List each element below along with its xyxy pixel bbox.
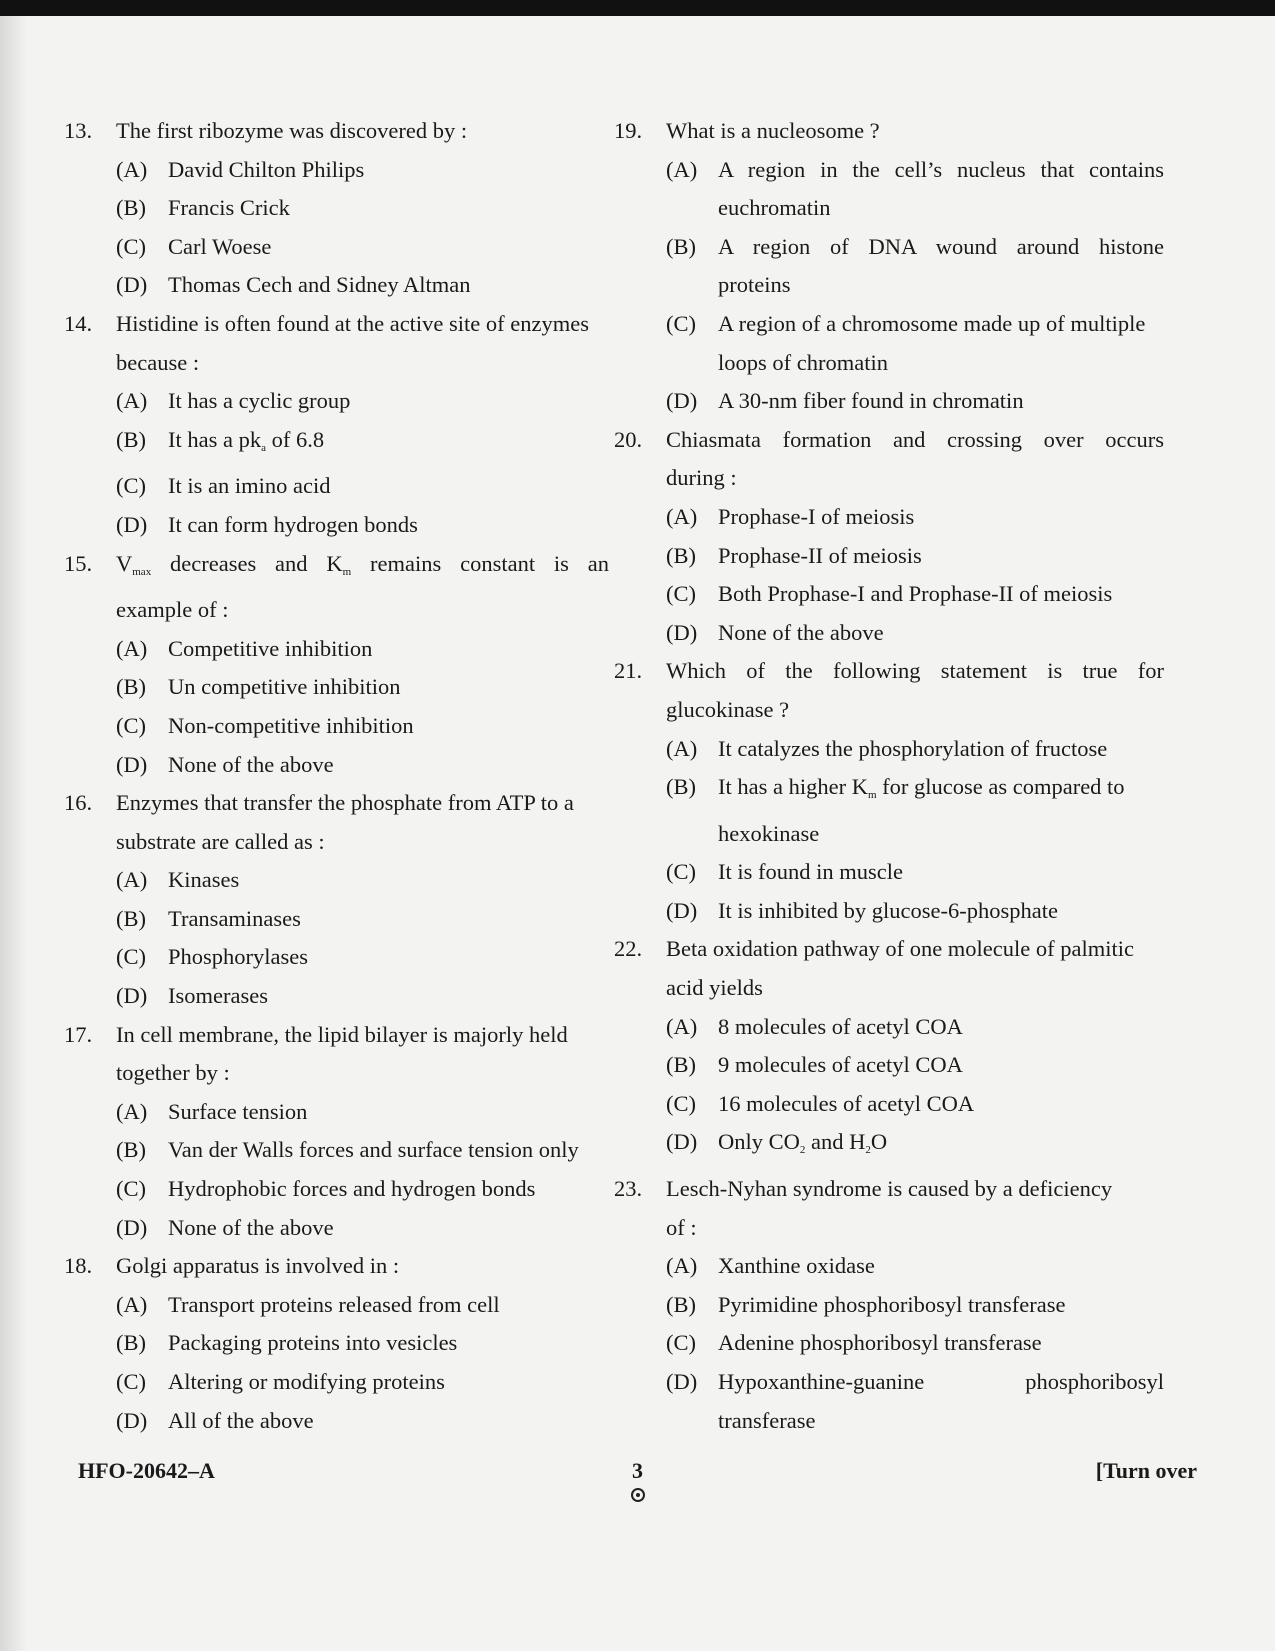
option-label: (D): [116, 511, 148, 537]
option-label: (A): [116, 388, 148, 414]
question-14: [64, 305, 609, 545]
option-text: Prophase-I of meiosis: [718, 503, 915, 529]
option-text: Surface tension: [168, 1098, 308, 1124]
option-label: (A): [116, 867, 148, 893]
option-label: (D): [666, 897, 698, 923]
option-text: [718, 151, 1164, 228]
option-b: [614, 768, 1164, 853]
question-text: [116, 545, 609, 630]
option-c: [64, 1363, 609, 1402]
option-a: [64, 1093, 609, 1132]
question-text: [666, 421, 1164, 498]
text-part: remains constant is an: [351, 550, 609, 576]
option-text: It is an imino acid: [168, 473, 331, 499]
option-label: (B): [666, 1291, 696, 1317]
question-line: glucokinase ?: [666, 696, 790, 722]
option-a: [614, 1008, 1164, 1047]
option-text: Un competitive inhibition: [168, 674, 401, 700]
option-label: (B): [116, 1330, 146, 1356]
option-text: [718, 768, 1164, 853]
option-text: 16 molecules of acetyl COA: [718, 1090, 975, 1116]
option-a: [614, 498, 1164, 537]
option-label: (C): [116, 944, 146, 970]
question-line: Lesch-Nyhan syndrome is caused by a deficiency: [666, 1176, 1113, 1202]
subscript: a: [261, 441, 266, 454]
question-17: [64, 1016, 609, 1248]
question-number: 13.: [64, 118, 93, 143]
option-c: [614, 853, 1164, 892]
option-label: (C): [666, 859, 696, 885]
question-text: [116, 784, 609, 861]
question-18: [64, 1247, 609, 1440]
registration-mark-icon: [631, 1488, 645, 1502]
option-a: [64, 1286, 609, 1325]
option-label: (D): [116, 983, 148, 1009]
option-d: [614, 1363, 1164, 1440]
option-c: [64, 707, 609, 746]
option-text: Hydrophobic forces and hydrogen bonds: [168, 1176, 536, 1202]
question-number: 23.: [614, 1176, 643, 1202]
option-label: (A): [116, 1098, 148, 1124]
page-number: 3: [632, 1458, 643, 1483]
option-a: [614, 730, 1164, 769]
option-d: [64, 977, 609, 1016]
option-label: (D): [116, 1407, 148, 1433]
option-b: [64, 1131, 609, 1170]
option-b: [64, 668, 609, 707]
option-label: (C): [116, 1176, 146, 1202]
question-number: 16.: [64, 790, 93, 816]
option-label: (B): [666, 774, 696, 800]
turn-over-label: [Turn over: [1095, 1458, 1197, 1483]
option-line: proteins: [718, 272, 791, 298]
option-b: [64, 900, 609, 939]
option-text: Isomerases: [168, 983, 268, 1009]
right-column: [614, 112, 1164, 1440]
option-label: (A): [666, 1253, 698, 1279]
question-line: [116, 545, 609, 592]
question-22: [614, 930, 1164, 1170]
text-part: decreases and K: [151, 550, 343, 576]
option-d: [614, 614, 1164, 653]
option-text: Packaging proteins into vesicles: [168, 1330, 458, 1356]
question-23: [614, 1170, 1164, 1440]
option-text: Carl Woese: [168, 233, 272, 259]
option-label: (C): [116, 473, 146, 499]
subscript: 2: [865, 1144, 871, 1157]
option-text: None of the above: [168, 1214, 334, 1240]
option-label: (C): [116, 712, 146, 738]
option-text: Altering or modifying proteins: [168, 1369, 445, 1394]
question-line: of :: [666, 1214, 697, 1240]
option-b: [64, 1324, 609, 1363]
option-label: (B): [666, 542, 696, 568]
question-line: Chiasmata formation and crossing over occurs: [666, 426, 1164, 452]
option-text: Xanthine oxidase: [718, 1253, 875, 1279]
option-label: (A): [666, 1013, 698, 1039]
option-label: (A): [116, 156, 148, 182]
text-part: It has a pk: [168, 426, 262, 452]
question-line: substrate are called as :: [116, 828, 325, 854]
text-part: O: [870, 1129, 888, 1155]
option-c: [64, 467, 609, 506]
left-column: [64, 112, 609, 1440]
option-a: [614, 1247, 1164, 1286]
question-line: during :: [666, 465, 737, 491]
option-label: (C): [116, 233, 146, 259]
question-number: 17.: [64, 1021, 93, 1047]
question-line: acid yields: [666, 975, 763, 1001]
option-label: (D): [116, 751, 148, 777]
option-b: [614, 228, 1164, 305]
question-number: 21.: [614, 658, 643, 684]
subscript: m: [342, 565, 352, 578]
option-label: (B): [116, 426, 146, 452]
option-c: [64, 228, 609, 267]
option-text: It has a cyclic group: [168, 388, 351, 414]
option-line: A region in the cell’s nucleus that contains: [718, 156, 1164, 182]
option-text: Transaminases: [168, 905, 301, 931]
option-label: (A): [666, 503, 698, 529]
option-b: [614, 1046, 1164, 1085]
question-text: [666, 930, 1164, 1007]
option-text: It is inhibited by glucose-6-phosphate: [718, 897, 1058, 923]
option-d: [64, 746, 609, 785]
option-label: (A): [116, 1291, 148, 1317]
scan-shadow-edge: [0, 16, 28, 1651]
question-line: Beta oxidation pathway of one molecule of palmitic: [666, 936, 1134, 962]
question-number: 18.: [64, 1253, 93, 1279]
question-19: [614, 112, 1164, 421]
option-text: [718, 228, 1164, 305]
option-c: [64, 938, 609, 977]
option-label: (B): [666, 233, 696, 259]
option-text: Phosphorylases: [168, 944, 308, 970]
option-text: All of the above: [168, 1407, 314, 1433]
option-text: David Chilton Philips: [168, 156, 365, 182]
option-label: (A): [666, 735, 698, 761]
option-text: None of the above: [718, 619, 884, 645]
option-text: None of the above: [168, 751, 334, 777]
option-line: transferase: [718, 1407, 816, 1433]
question-line: because :: [116, 349, 200, 375]
option-label: (D): [116, 1214, 148, 1240]
option-d: [64, 266, 609, 305]
option-d: [614, 892, 1164, 931]
subscript: max: [132, 565, 152, 578]
option-c: [614, 305, 1164, 382]
question-number: 14.: [64, 310, 93, 336]
text-part: for glucose as compared to: [876, 774, 1125, 800]
question-15: [64, 545, 609, 785]
option-label: (B): [116, 674, 146, 700]
option-c: [614, 575, 1164, 614]
question-line: Which of the following statement is true for: [666, 658, 1164, 684]
option-text: Francis Crick: [168, 195, 290, 221]
option-label: (B): [116, 1137, 146, 1163]
option-b: [64, 189, 609, 228]
option-text: It catalyzes the phosphorylation of fructose: [718, 735, 1108, 761]
question-13: [64, 112, 609, 305]
option-d: [614, 382, 1164, 421]
option-text: Thomas Cech and Sidney Altman: [168, 272, 471, 298]
option-text: [718, 1363, 1164, 1440]
option-text: A 30-nm fiber found in chromatin: [718, 388, 1024, 414]
question-number: 19.: [614, 118, 643, 143]
question-text: Golgi apparatus is involved in :: [116, 1253, 400, 1279]
option-d: [614, 1123, 1164, 1170]
option-label: (D): [666, 388, 698, 414]
option-text: Kinases: [168, 867, 240, 893]
option-label: (C): [666, 1090, 696, 1116]
question-text: [116, 305, 609, 382]
option-b: [64, 421, 609, 468]
option-line: [718, 768, 1164, 815]
option-label: (B): [116, 905, 146, 931]
option-a: [64, 151, 609, 190]
option-text: [168, 421, 609, 468]
option-label: (B): [666, 1052, 696, 1078]
question-line: Enzymes that transfer the phosphate from ATP to a: [116, 790, 574, 816]
option-text: Adenine phosphoribosyl transferase: [718, 1330, 1042, 1356]
option-text: Van der Walls forces and surface tension only: [168, 1137, 579, 1163]
text-part: of 6.8: [266, 426, 325, 452]
option-text: Transport proteins released from cell: [168, 1291, 500, 1317]
option-line: A region of DNA wound around histone: [718, 233, 1164, 259]
option-label: (D): [116, 272, 148, 298]
option-label: (D): [666, 1369, 698, 1394]
scan-top-border: [0, 0, 1275, 16]
question-text: The first ribozyme was discovered by :: [116, 118, 468, 143]
option-c: [64, 1170, 609, 1209]
option-a: [64, 861, 609, 900]
option-label: (A): [116, 635, 148, 661]
option-label: (B): [116, 195, 146, 221]
text-part: It has a higher K: [718, 774, 868, 800]
option-text: Pyrimidine phosphoribosyl transferase: [718, 1291, 1066, 1317]
question-number: 15.: [64, 550, 93, 576]
option-b: [614, 1286, 1164, 1325]
option-text: 9 molecules of acetyl COA: [718, 1052, 963, 1078]
question-line: example of :: [116, 597, 229, 623]
question-line: In cell membrane, the lipid bilayer is majorly held: [116, 1021, 568, 1047]
paper-code: HFO-20642–A: [78, 1458, 215, 1483]
subscript: m: [867, 789, 877, 802]
option-b: [614, 537, 1164, 576]
option-text: It is found in muscle: [718, 859, 903, 885]
question-21: [614, 652, 1164, 930]
question-16: [64, 784, 609, 1016]
option-text: Prophase-II of meiosis: [718, 542, 922, 568]
option-line: loops of chromatin: [718, 349, 888, 375]
question-text: [666, 652, 1164, 729]
option-d: [64, 1402, 609, 1441]
option-line: euchromatin: [718, 195, 831, 221]
option-line: A region of a chromosome made up of multiple: [718, 310, 1146, 336]
option-a: [614, 151, 1164, 228]
option-d: [64, 1209, 609, 1248]
text-part: V: [116, 550, 133, 576]
question-text: What is a nucleosome ?: [666, 118, 880, 143]
page-footer: [78, 1458, 1197, 1518]
option-text: Non-competitive inhibition: [168, 712, 414, 738]
option-c: [614, 1085, 1164, 1124]
option-d: [64, 506, 609, 545]
option-a: [64, 382, 609, 421]
option-label: (C): [666, 1330, 696, 1356]
question-line: together by :: [116, 1060, 230, 1086]
option-text: 8 molecules of acetyl COA: [718, 1013, 963, 1039]
question-number: 22.: [614, 936, 643, 962]
option-text: Competitive inhibition: [168, 635, 373, 661]
option-text: [718, 305, 1164, 382]
option-text: [718, 1123, 1164, 1170]
option-c: [614, 1324, 1164, 1363]
text-part: and H: [805, 1129, 866, 1155]
question-line: Histidine is often found at the active site of enzymes: [116, 310, 589, 336]
option-label: (C): [666, 581, 696, 607]
option-label: (C): [116, 1369, 146, 1394]
option-text: It can form hydrogen bonds: [168, 511, 418, 537]
option-line: hexokinase: [718, 820, 820, 846]
question-text: [116, 1016, 609, 1093]
option-label: (C): [666, 310, 696, 336]
option-a: [64, 630, 609, 669]
question-20: [614, 421, 1164, 653]
option-line: Hypoxanthine-guanine phosphoribosyl: [718, 1369, 1164, 1394]
text-part: Only CO: [718, 1129, 800, 1155]
option-label: (A): [666, 156, 698, 182]
question-text: [666, 1170, 1164, 1247]
question-number: 20.: [614, 426, 643, 452]
option-label: (D): [666, 1129, 698, 1155]
option-label: (D): [666, 619, 698, 645]
subscript: 2: [799, 1144, 806, 1157]
option-text: Both Prophase-I and Prophase-II of meiosis: [718, 581, 1113, 607]
